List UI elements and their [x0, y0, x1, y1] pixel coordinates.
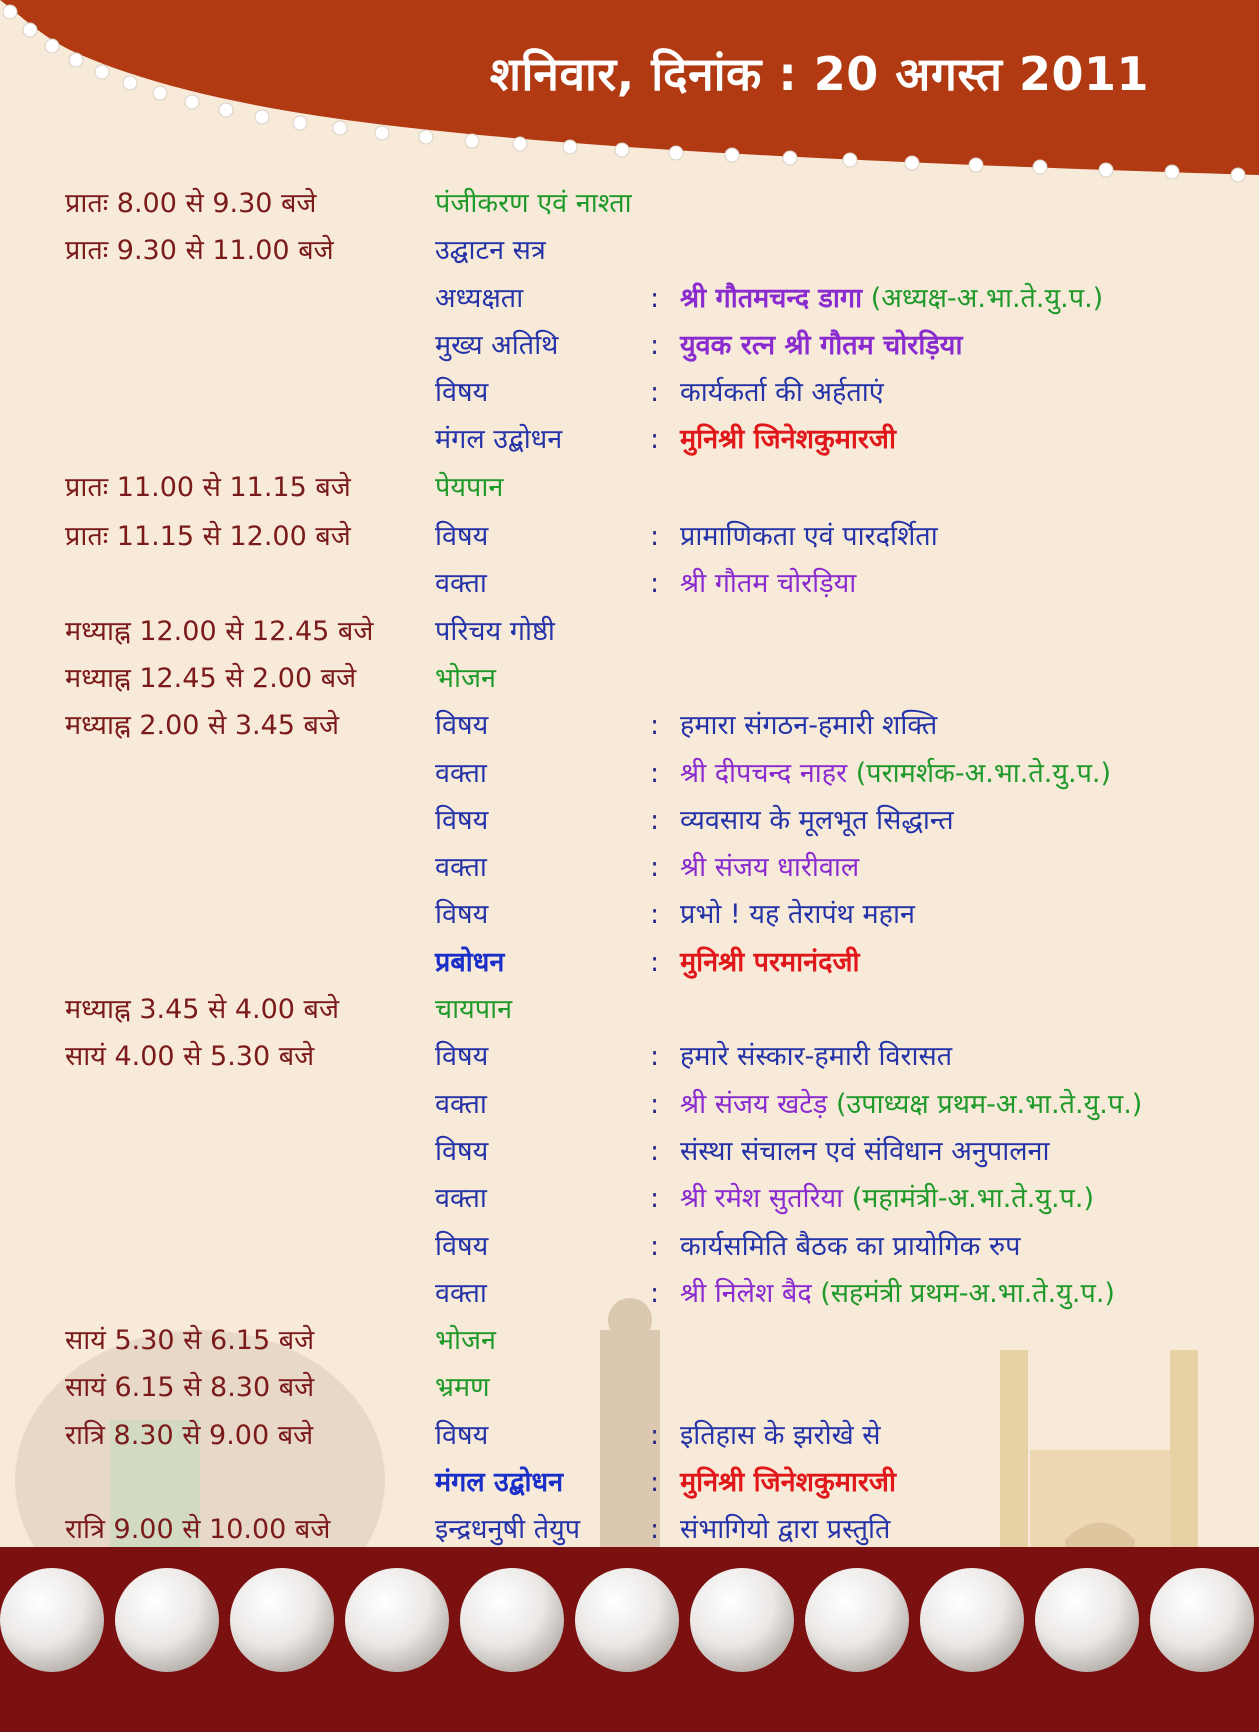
event-value — [680, 1081, 1142, 1128]
separator: : — [650, 377, 660, 409]
schedule-row — [0, 1506, 1259, 1553]
event-value — [680, 750, 1111, 797]
event-label: चायपान — [435, 994, 513, 1026]
person-name: मुनिश्री परमानंदजी — [680, 946, 860, 978]
separator: : — [650, 804, 660, 836]
person-name: श्री संजय धारीवाल — [680, 852, 860, 884]
schedule-row — [0, 1317, 1259, 1364]
separator: : — [650, 1088, 660, 1120]
separator: : — [650, 852, 660, 884]
person-name: श्री रमेश सुतरिया — [680, 1183, 844, 1215]
designation: (सहमंत्री प्रथम-अ.भा.ते.यु.प.) — [820, 1277, 1115, 1309]
topic: कार्यसमिति बैठक का प्रायोगिक रुप — [680, 1230, 1021, 1262]
person-name: मुनिश्री जिनेशकुमारजी — [680, 424, 896, 456]
schedule-row — [0, 939, 1259, 986]
schedule-row — [0, 891, 1259, 938]
separator: : — [650, 1230, 660, 1262]
designation: (महामंत्री-अ.भा.ते.यु.प.) — [851, 1183, 1094, 1215]
separator: : — [650, 329, 660, 361]
time-slot: रात्रि 8.30 से 9.00 बजे — [65, 1419, 314, 1451]
schedule-row — [0, 655, 1259, 702]
event-value — [680, 1270, 1115, 1317]
schedule-row — [0, 702, 1259, 749]
time-slot: मध्याह्न 12.45 से 2.00 बजे — [65, 662, 357, 694]
separator: : — [650, 1467, 660, 1499]
topic: कार्यकर्ता की अर्हताएं — [680, 377, 884, 409]
separator: : — [650, 1135, 660, 1167]
schedule-row — [0, 1081, 1259, 1128]
time-slot: सायं 6.15 से 8.30 बजे — [65, 1372, 315, 1404]
event-label: विषय — [435, 521, 489, 553]
schedule-row — [0, 1175, 1259, 1222]
schedule-row — [0, 369, 1259, 416]
event-label: विषय — [435, 899, 489, 931]
topic: व्यवसाय के मूलभूत सिद्धान्त — [680, 804, 954, 836]
designation: (अध्यक्ष-अ.भा.ते.यु.प.) — [870, 282, 1104, 314]
separator: : — [650, 1419, 660, 1451]
event-label: विषय — [435, 1135, 489, 1167]
person-name: मुनिश्री जिनेशकुमारजी — [680, 1467, 896, 1499]
event-label: उद्घाटन सत्र — [435, 235, 546, 267]
person-name: श्री निलेश बैद — [680, 1277, 812, 1309]
event-label: विषय — [435, 804, 489, 836]
schedule-row — [0, 180, 1259, 227]
person-name: श्री दीपचन्द नाहर — [680, 757, 848, 789]
separator: : — [650, 1514, 660, 1546]
time-slot: प्रातः 8.00 से 9.30 बजे — [65, 188, 317, 219]
event-label: वक्ता — [435, 852, 487, 884]
separator: : — [650, 757, 660, 789]
separator: : — [650, 424, 660, 456]
schedule-row — [0, 986, 1259, 1033]
schedule-row — [0, 322, 1259, 369]
separator: : — [650, 568, 660, 600]
event-label: विषय — [435, 377, 489, 409]
designation: (परामर्शक-अ.भा.ते.यु.प.) — [855, 757, 1112, 789]
separator: : — [650, 1041, 660, 1073]
event-label: मंगल उद्बोधन — [435, 1467, 564, 1499]
schedule-row — [0, 1033, 1259, 1080]
schedule-row — [0, 844, 1259, 891]
event-label: मुख्य अतिथि — [435, 329, 559, 361]
separator: : — [650, 1277, 660, 1309]
schedule-row — [0, 750, 1259, 797]
schedule-row — [0, 1270, 1259, 1317]
event-value — [680, 1175, 1094, 1222]
time-slot: सायं 4.00 से 5.30 बजे — [65, 1041, 315, 1073]
time-slot: मध्याह्न 3.45 से 4.00 बजे — [65, 994, 340, 1026]
topic: प्रामाणिकता एवं पारदर्शिता — [680, 521, 938, 553]
schedule-row — [0, 560, 1259, 607]
person-name: श्री संजय खटेड़ — [680, 1088, 828, 1120]
time-slot: सायं 5.30 से 6.15 बजे — [65, 1325, 315, 1357]
separator: : — [650, 1183, 660, 1215]
schedule-row — [0, 227, 1259, 274]
time-slot: प्रातः 9.30 से 11.00 बजे — [65, 235, 334, 267]
event-label: विषय — [435, 1230, 489, 1262]
schedule-row — [0, 1412, 1259, 1459]
event-label: भ्रमण — [435, 1372, 490, 1404]
topic: संस्था संचालन एवं संविधान अनुपालना — [680, 1135, 1050, 1167]
schedule-row — [0, 1459, 1259, 1506]
schedule-row — [0, 1364, 1259, 1411]
page-title: शनिवार, दिनांक : 20 अगस्त 2011 — [489, 47, 1149, 101]
event-label: पंजीकरण एवं नाश्ता — [435, 188, 632, 219]
event-label: वक्ता — [435, 1183, 487, 1215]
event-label: वक्ता — [435, 1277, 487, 1309]
person-name: श्री गौतमचन्द डागा — [680, 282, 863, 314]
time-slot: रात्रि 9.00 से 10.00 बजे — [65, 1514, 331, 1546]
separator: : — [650, 282, 660, 314]
event-label: इन्द्रधनुषी तेयुप — [435, 1514, 581, 1546]
separator: : — [650, 899, 660, 931]
schedule-row — [0, 513, 1259, 560]
schedule-row — [0, 797, 1259, 844]
topic: संभागियो द्वारा प्रस्तुति — [680, 1514, 891, 1546]
event-label: भोजन — [435, 1325, 496, 1357]
time-slot: प्रातः 11.00 से 11.15 बजे — [65, 471, 351, 503]
event-label: अध्यक्षता — [435, 282, 524, 314]
schedule-row — [0, 275, 1259, 322]
event-label: वक्ता — [435, 568, 487, 600]
separator: : — [650, 710, 660, 742]
person-name: युवक रत्न श्री गौतम चोरड़िया — [680, 329, 963, 361]
separator: : — [650, 521, 660, 553]
event-label: विषय — [435, 1041, 489, 1073]
schedule-row — [0, 464, 1259, 511]
event-value — [680, 275, 1103, 322]
event-label: वक्ता — [435, 757, 487, 789]
time-slot: प्रातः 11.15 से 12.00 बजे — [65, 521, 351, 553]
topic: प्रभो ! यह तेरापंथ महान — [680, 899, 915, 931]
event-label: वक्ता — [435, 1088, 487, 1120]
time-slot: मध्याह्न 2.00 से 3.45 बजे — [65, 710, 340, 742]
event-label: मंगल उद्बोधन — [435, 424, 563, 456]
separator: : — [650, 946, 660, 978]
time-slot: मध्याह्न 12.00 से 12.45 बजे — [65, 615, 374, 647]
person-name: श्री गौतम चोरड़िया — [680, 568, 857, 600]
schedule-row — [0, 416, 1259, 463]
event-label: परिचय गोष्ठी — [435, 615, 555, 647]
designation: (उपाध्यक्ष प्रथम-अ.भा.ते.यु.प.) — [835, 1088, 1143, 1120]
topic: हमारे संस्कार-हमारी विरासत — [680, 1041, 953, 1073]
schedule-row — [0, 608, 1259, 655]
topic: इतिहास के झरोखे से — [680, 1419, 881, 1451]
event-label: विषय — [435, 1419, 489, 1451]
topic: हमारा संगठन-हमारी शक्ति — [680, 710, 938, 742]
event-label: भोजन — [435, 662, 496, 694]
event-label: पेयपान — [435, 471, 504, 503]
event-label: विषय — [435, 710, 489, 742]
pearl-row-icon — [0, 1565, 1259, 1675]
schedule-row — [0, 1223, 1259, 1270]
event-label: प्रबोधन — [435, 946, 505, 978]
schedule-list — [0, 180, 1259, 1554]
schedule-row — [0, 1128, 1259, 1175]
